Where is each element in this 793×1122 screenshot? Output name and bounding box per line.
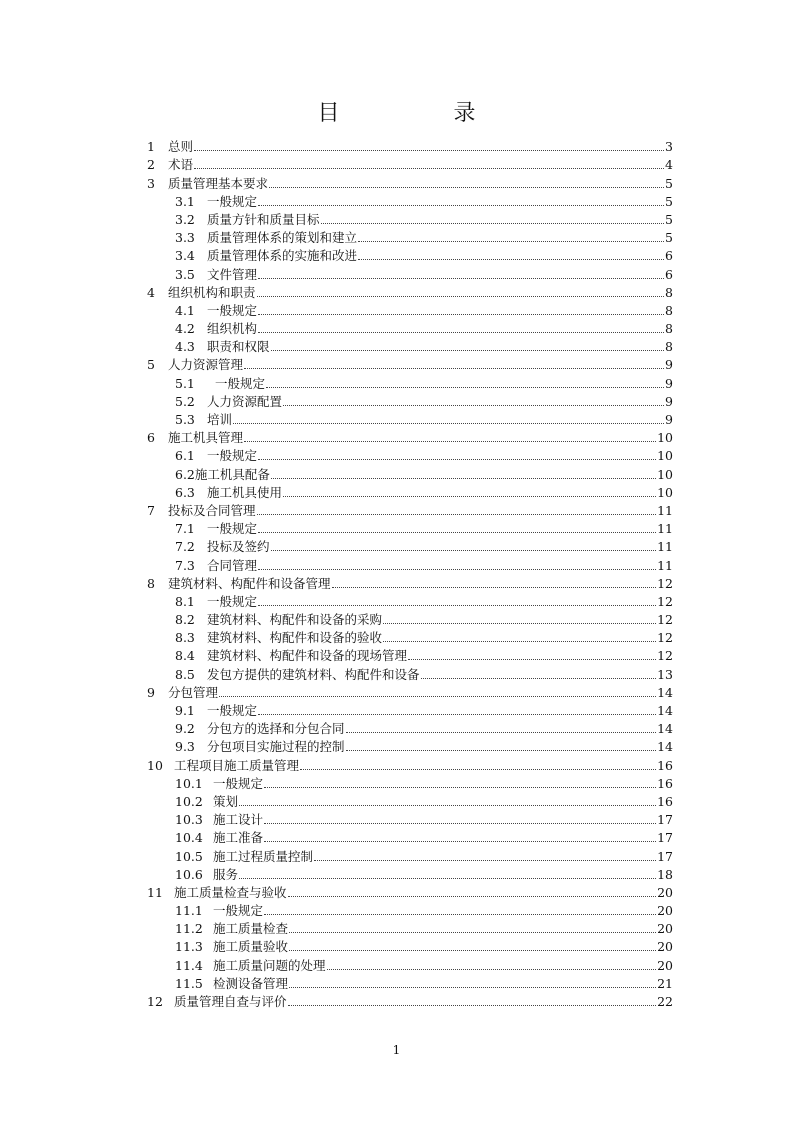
toc-dot-leader: [346, 731, 657, 733]
page-number: 1: [392, 1043, 401, 1057]
toc-entry-label: 建筑材料、构配件和设备的采购: [207, 612, 383, 628]
toc-entry-label: 质量管理自查与评价: [174, 994, 287, 1009]
toc-entry-page: 10: [657, 430, 673, 446]
toc-entry-page: 14: [657, 703, 673, 718]
toc-entry-label: 组织机构: [207, 321, 258, 337]
toc-entry-label: 分包项目实施过程的控制: [207, 739, 345, 755]
toc-dot-leader: [288, 1004, 657, 1006]
toc-dot-leader: [258, 277, 664, 279]
toc-entry[interactable]: [147, 628, 673, 646]
toc-entry[interactable]: [147, 810, 673, 828]
toc-entry[interactable]: [147, 192, 673, 210]
toc-dot-leader: [258, 568, 656, 570]
toc-entry-number: 7.1: [175, 521, 195, 537]
toc-entry-label: 合同管理: [207, 557, 258, 573]
toc-dot-leader: [283, 404, 664, 406]
toc-entry-page: 9: [665, 375, 673, 391]
toc-entry-label: 施工机具管理: [168, 430, 244, 446]
toc-dot-leader: [233, 422, 664, 424]
toc-entry-label: 文件管理: [207, 266, 258, 282]
toc-entry-label: 质量管理基本要求: [168, 175, 269, 191]
toc-entry[interactable]: [147, 228, 673, 246]
toc-entry-label: 一般规定: [213, 775, 264, 791]
toc-entry[interactable]: [147, 373, 673, 391]
toc-dot-leader: [194, 149, 664, 151]
toc-entry[interactable]: [147, 955, 673, 973]
toc-entry-number: 2: [147, 157, 155, 173]
toc-entry[interactable]: [147, 555, 673, 573]
toc-entry-page: 11: [657, 557, 673, 573]
toc-entry-page: 20: [657, 921, 673, 937]
toc-entry-page: 6: [665, 266, 673, 282]
toc-entry-page: 16: [657, 793, 673, 809]
toc-entry-page: 14: [657, 721, 673, 737]
toc-dot-leader: [383, 640, 656, 642]
toc-entry-label: 工程项目施工质量管理: [174, 757, 300, 773]
toc-entry-label: 职责和权限: [207, 339, 270, 355]
toc-dot-leader: [258, 458, 656, 460]
toc-entry-label: 质量管理体系的实施和改进: [207, 248, 358, 264]
toc-dot-leader: [258, 204, 664, 206]
toc-entry-number: 7.2: [175, 539, 195, 555]
toc-entry-page: 3: [665, 139, 673, 155]
toc-dot-leader: [346, 749, 657, 751]
toc-entry-number: 10.3: [175, 812, 203, 828]
toc-entry[interactable]: [147, 592, 673, 610]
toc-entry-label: 一般规定: [207, 302, 258, 318]
toc-dot-leader: [332, 586, 657, 588]
toc-dot-leader: [258, 713, 656, 715]
toc-entry[interactable]: [147, 865, 673, 883]
toc-entry[interactable]: [147, 246, 673, 264]
toc-entry-label: 一般规定: [207, 193, 258, 209]
toc-entry[interactable]: [147, 919, 673, 937]
toc-entry-label: 建筑材料、构配件和设备管理: [168, 575, 331, 591]
toc-entry-label: 检测设备管理: [213, 975, 289, 991]
toc-entry-label: 一般规定: [207, 448, 258, 464]
toc-entry-page: 10: [657, 466, 673, 482]
toc-entry-page: 5: [665, 193, 673, 209]
toc-entry-label: 策划: [213, 793, 239, 809]
toc-entry-page: 10: [657, 484, 673, 500]
toc-dot-leader: [269, 186, 664, 188]
toc-dot-leader: [244, 440, 656, 442]
toc-entry[interactable]: [147, 410, 673, 428]
toc-dot-leader: [239, 804, 656, 806]
toc-entry-number: 4.2: [175, 321, 195, 337]
toc-entry[interactable]: [147, 574, 673, 592]
toc-entry[interactable]: [147, 355, 673, 373]
toc-dot-leader: [289, 949, 656, 951]
toc-entry[interactable]: [147, 428, 673, 446]
toc-entry-label: 一般规定: [207, 375, 265, 391]
toc-entry-number: 10.1: [175, 775, 203, 791]
toc-entry[interactable]: [147, 392, 673, 410]
toc-entry-page: 8: [665, 302, 673, 318]
toc-entry-number: 11.5: [175, 975, 203, 991]
toc-entry-number: 12: [147, 994, 163, 1009]
toc-entry[interactable]: [147, 283, 673, 301]
toc-entry-label: 投标及合同管理: [168, 502, 256, 518]
toc-entry-page: 18: [657, 866, 673, 882]
toc-dot-leader: [258, 313, 664, 315]
toc-entry-number: 10.5: [175, 848, 203, 864]
toc-entry[interactable]: [147, 155, 673, 173]
toc-entry-number: 9: [147, 684, 155, 700]
toc-entry-number: 8.3: [175, 630, 195, 646]
toc-entry-label: 发包方提供的建筑材料、构配件和设备: [207, 666, 420, 682]
toc-entry-page: 8: [665, 339, 673, 355]
toc-entry[interactable]: [147, 319, 673, 337]
toc-entry[interactable]: [147, 173, 673, 191]
toc-entry-number: 3.2: [175, 211, 195, 227]
toc-entry-label: 人力资源管理: [168, 357, 244, 373]
toc-entry-number: 8.2: [175, 612, 195, 628]
toc-entry-number: 10.6: [175, 866, 203, 882]
toc-entry-number: 8.1: [175, 593, 195, 609]
toc-entry-page: 9: [665, 393, 673, 409]
toc-entry-page: 13: [657, 666, 673, 682]
toc-entry-label: 施工质量检查: [213, 921, 289, 937]
toc-dot-leader: [264, 786, 656, 788]
toc-dot-leader: [258, 531, 656, 533]
toc-entry-label: 建筑材料、构配件和设备的验收: [207, 630, 383, 646]
toc-entry[interactable]: [147, 828, 673, 846]
toc-entry-page: 22: [657, 994, 673, 1009]
toc-entry-number: 6.3: [175, 484, 195, 500]
toc-entry-number: 1: [147, 139, 155, 155]
toc-entry-label: 培训: [207, 412, 233, 427]
toc-entry-number: 6.1: [175, 448, 195, 464]
toc-entry-page: 20: [657, 903, 673, 919]
toc-entry[interactable]: [147, 210, 673, 228]
toc-entry[interactable]: [147, 501, 673, 519]
toc-entry[interactable]: [147, 901, 673, 919]
toc-dot-leader: [314, 859, 656, 861]
toc-entry-label: 施工机具配备: [194, 466, 270, 482]
toc-entry-page: 21: [657, 975, 673, 991]
toc-entry-page: 17: [657, 830, 673, 846]
toc-entry-page: 20: [657, 957, 673, 973]
toc-entry-page: 10: [657, 448, 673, 464]
toc-entry-number: 3.3: [175, 230, 195, 246]
toc-entry-number: 11.3: [175, 939, 203, 955]
toc-entry-number: 5.2: [175, 393, 195, 409]
toc-entry-number: 3.5: [175, 266, 195, 282]
toc-entry[interactable]: [147, 537, 673, 555]
toc-dot-leader: [358, 240, 664, 242]
toc-entry[interactable]: [147, 464, 673, 482]
toc-entry-number: 8: [147, 575, 155, 591]
toc-entry-page: 20: [657, 884, 673, 900]
toc-dot-leader: [289, 931, 656, 933]
toc-entry[interactable]: [147, 610, 673, 628]
toc-entry-number: 3.4: [175, 248, 195, 264]
toc-entry[interactable]: [147, 519, 673, 537]
toc-entry[interactable]: [147, 264, 673, 282]
toc-entry-label: 一般规定: [207, 703, 258, 718]
toc-dot-leader: [219, 695, 656, 697]
toc-entry-number: 8.5: [175, 666, 195, 682]
toc-entry-label: 施工质量问题的处理: [213, 957, 326, 973]
toc-entry[interactable]: [147, 755, 673, 773]
toc-entry-number: 5.1: [175, 375, 195, 391]
toc-entry-label: 质量方针和质量目标: [207, 211, 320, 227]
toc-entry-page: 6: [665, 248, 673, 264]
toc-entry-label: 施工准备: [213, 830, 264, 846]
toc-entry-page: 17: [657, 848, 673, 864]
toc-entry-number: 9.1: [175, 703, 195, 718]
toc-entry-label: 施工质量检查与验收: [174, 884, 287, 900]
toc-entry-label: 术语: [168, 157, 194, 173]
toc-entry-number: 3: [147, 175, 155, 191]
toc-entry-label: 总则: [168, 139, 194, 155]
toc-entry-number: 8.4: [175, 648, 195, 664]
toc-entry-number: 11: [147, 884, 163, 900]
toc-dot-leader: [321, 222, 664, 224]
toc-entry-label: 施工过程质量控制: [213, 848, 314, 864]
toc-entry-number: 6: [147, 430, 155, 446]
toc-entry[interactable]: [147, 937, 673, 955]
toc-dot-leader: [289, 986, 656, 988]
table-of-contents: [147, 137, 673, 1010]
toc-entry-page: 12: [657, 630, 673, 646]
toc-dot-leader: [244, 367, 664, 369]
toc-entry-number: 11.2: [175, 921, 203, 937]
toc-entry-page: 20: [657, 939, 673, 955]
toc-entry-number: 6.2: [175, 466, 195, 482]
toc-entry-page: 11: [657, 521, 673, 537]
toc-entry[interactable]: [147, 792, 673, 810]
toc-entry-label: 施工质量验收: [213, 939, 289, 955]
toc-entry-page: 14: [657, 739, 673, 755]
toc-entry[interactable]: [147, 446, 673, 464]
toc-entry-number: 7.3: [175, 557, 195, 573]
toc-entry[interactable]: [147, 483, 673, 501]
toc-entry-page: 16: [657, 757, 673, 773]
toc-dot-leader: [271, 549, 657, 551]
toc-entry-label: 分包方的选择和分包合同: [207, 721, 345, 737]
toc-entry-page: 8: [665, 321, 673, 337]
toc-entry[interactable]: [147, 737, 673, 755]
toc-entry-number: 4.3: [175, 339, 195, 355]
toc-entry-label: 施工设计: [213, 812, 264, 828]
toc-dot-leader: [327, 968, 657, 970]
toc-entry[interactable]: [147, 846, 673, 864]
toc-entry-page: 16: [657, 775, 673, 791]
toc-dot-leader: [264, 822, 656, 824]
toc-entry-label: 一般规定: [207, 593, 258, 609]
toc-entry-page: 5: [665, 175, 673, 191]
toc-entry[interactable]: [147, 683, 673, 701]
toc-entry-label: 一般规定: [207, 521, 258, 537]
toc-dot-leader: [257, 295, 664, 297]
toc-entry[interactable]: [147, 974, 673, 992]
toc-entry-number: 10.4: [175, 830, 203, 846]
toc-entry-page: 12: [657, 612, 673, 628]
toc-entry-label: 质量管理体系的策划和建立: [207, 230, 358, 246]
toc-dot-leader: [239, 877, 656, 879]
toc-dot-leader: [358, 258, 664, 260]
toc-title: 目 录: [317, 101, 522, 126]
toc-entry-label: 一般规定: [213, 903, 264, 919]
toc-entry[interactable]: [147, 774, 673, 792]
toc-entry-page: 5: [665, 211, 673, 227]
toc-dot-leader: [283, 495, 656, 497]
toc-entry[interactable]: [147, 664, 673, 682]
toc-entry-label: 投标及签约: [207, 539, 270, 555]
toc-dot-leader: [257, 513, 657, 515]
toc-entry-page: 11: [657, 539, 673, 555]
toc-dot-leader: [408, 658, 656, 660]
toc-entry-number: 4: [147, 284, 155, 300]
toc-entry-number: 9.2: [175, 721, 195, 737]
toc-dot-leader: [421, 677, 657, 679]
toc-entry-page: 9: [665, 357, 673, 373]
toc-entry-number: 9.3: [175, 739, 195, 755]
toc-entry-label: 分包管理: [168, 684, 219, 700]
toc-dot-leader: [300, 768, 656, 770]
toc-dot-leader: [271, 349, 664, 351]
toc-entry-number: 3.1: [175, 193, 195, 209]
toc-entry-page: 17: [657, 812, 673, 828]
toc-dot-leader: [264, 840, 656, 842]
toc-entry-number: 10: [147, 757, 163, 773]
toc-entry-page: 14: [657, 684, 673, 700]
toc-entry-label: 人力资源配置: [207, 393, 283, 409]
toc-dot-leader: [266, 386, 664, 388]
toc-dot-leader: [258, 331, 664, 333]
toc-entry-page: 11: [657, 502, 673, 518]
toc-entry-number: 5: [147, 357, 155, 373]
toc-entry-number: 11.1: [175, 903, 203, 919]
toc-entry-page: 12: [657, 648, 673, 664]
toc-dot-leader: [258, 604, 656, 606]
toc-entry-number: 5.3: [175, 412, 195, 427]
toc-entry-label: 建筑材料、构配件和设备的现场管理: [207, 648, 408, 664]
toc-entry-number: 4.1: [175, 302, 195, 318]
toc-entry[interactable]: [147, 992, 673, 1010]
toc-entry-label: 施工机具使用: [207, 484, 283, 500]
toc-entry[interactable]: [147, 301, 673, 319]
toc-entry-label: 服务: [213, 866, 239, 882]
toc-entry[interactable]: [147, 337, 673, 355]
toc-entry[interactable]: [147, 137, 673, 155]
toc-entry-page: 5: [665, 230, 673, 246]
toc-dot-leader: [383, 622, 656, 624]
toc-dot-leader: [194, 167, 664, 169]
toc-entry-page: 12: [657, 593, 673, 609]
toc-entry-label: 组织机构和职责: [168, 284, 256, 300]
toc-entry[interactable]: [147, 646, 673, 664]
toc-dot-leader: [271, 477, 656, 479]
toc-entry-number: 11.4: [175, 957, 203, 973]
toc-entry-number: 10.2: [175, 793, 203, 809]
toc-entry[interactable]: [147, 883, 673, 901]
toc-entry-number: 7: [147, 502, 155, 518]
toc-entry-page: 12: [657, 575, 673, 591]
toc-entry[interactable]: [147, 701, 673, 719]
toc-entry-page: 4: [665, 157, 673, 173]
toc-dot-leader: [288, 895, 657, 897]
toc-entry-page: 8: [665, 284, 673, 300]
toc-entry[interactable]: [147, 719, 673, 737]
toc-entry-page: 9: [665, 412, 673, 427]
toc-dot-leader: [264, 913, 656, 915]
